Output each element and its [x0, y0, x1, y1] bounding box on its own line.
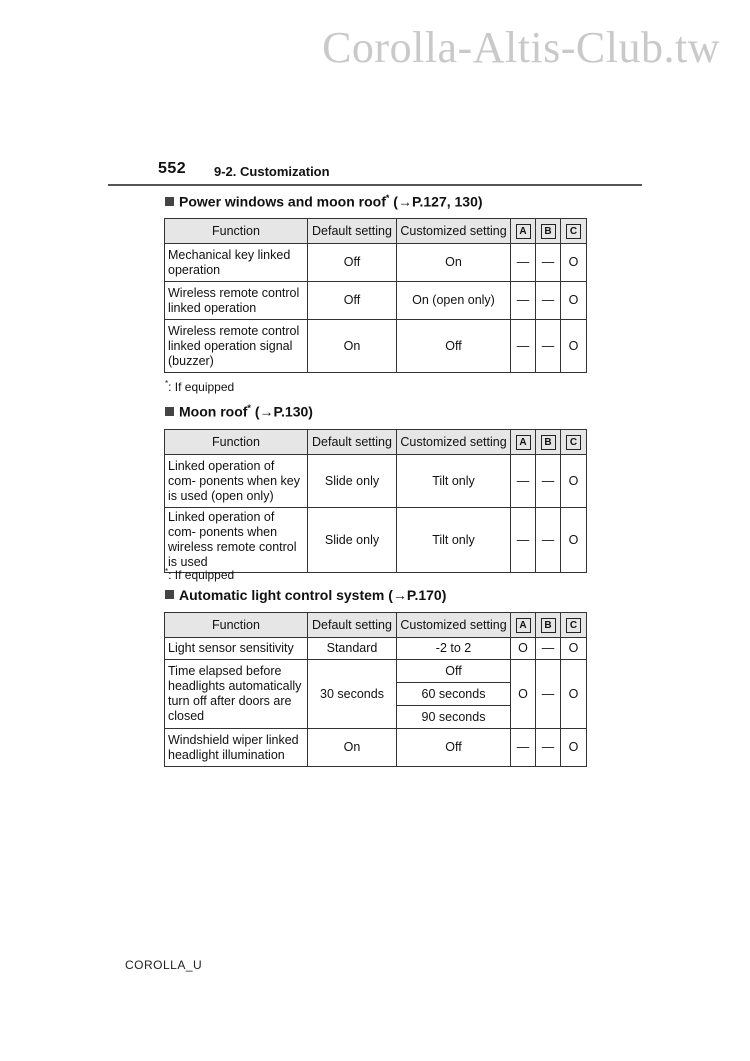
c-cell: O [561, 508, 587, 573]
table-row [165, 660, 587, 683]
function-cell: Linked operation of com- ponents when wireless remote control is used [165, 508, 308, 573]
b-cell: — [536, 638, 561, 660]
col-a [511, 430, 536, 455]
col-default-setting: Default setting [308, 430, 397, 455]
footnote-mark: * [165, 567, 169, 576]
b-cell: — [536, 244, 561, 282]
table-row [165, 320, 587, 373]
b-cell: — [536, 455, 561, 508]
section-heading-automatic-light [165, 587, 446, 603]
table-row [165, 508, 587, 573]
default-cell: Standard [308, 638, 397, 660]
customized-cell: On (open only) [397, 282, 511, 320]
table-row [165, 244, 587, 282]
customized-cell: Tilt only [397, 455, 511, 508]
default-cell: Off [308, 244, 397, 282]
page-header [108, 160, 642, 186]
col-function: Function [165, 430, 308, 455]
table-header-row [165, 430, 587, 455]
b-cell: — [536, 320, 561, 373]
page-reference: (→P.170) [388, 587, 447, 603]
table-row [165, 282, 587, 320]
default-cell: Off [308, 282, 397, 320]
section-heading-moon-roof [165, 403, 313, 420]
c-cell: O [561, 729, 587, 767]
col-customized-setting: Customized setting [397, 219, 511, 244]
automatic-light-table [164, 612, 587, 767]
customized-cell: -2 to 2 [397, 638, 511, 660]
col-a [511, 613, 536, 638]
default-cell: Slide only [308, 508, 397, 573]
table-row [165, 455, 587, 508]
a-badge-icon: A [516, 435, 531, 450]
default-cell: On [308, 320, 397, 373]
square-bullet-icon [165, 590, 174, 599]
footnote-mark: * [165, 379, 169, 388]
col-b [536, 219, 561, 244]
c-cell: O [561, 244, 587, 282]
c-cell: O [561, 638, 587, 660]
col-customized-setting: Customized setting [397, 430, 511, 455]
customized-option-cell: 60 seconds [397, 683, 511, 706]
power-windows-table [164, 218, 587, 373]
square-bullet-icon [165, 407, 174, 416]
col-c [561, 430, 587, 455]
square-bullet-icon [165, 197, 174, 206]
customized-cell: On [397, 244, 511, 282]
page-reference: (→P.127, 130) [393, 193, 483, 210]
b-cell: — [536, 508, 561, 573]
function-cell: Time elapsed before headlights automatically turn off after doors are closed [165, 660, 308, 729]
col-default-setting: Default setting [308, 613, 397, 638]
c-cell: O [561, 660, 587, 729]
page-number: 552 [158, 160, 187, 177]
col-customized-setting: Customized setting [397, 613, 511, 638]
default-cell: 30 seconds [308, 660, 397, 729]
customized-option-cell: 90 seconds [397, 706, 511, 729]
function-cell: Wireless remote control linked operation signal (buzzer) [165, 320, 308, 373]
watermark: Corolla-Altis-Club.tw [322, 23, 720, 72]
page-reference: (→P.130) [254, 403, 313, 420]
c-cell: O [561, 320, 587, 373]
b-badge-icon: B [541, 618, 556, 633]
a-badge-icon: A [516, 224, 531, 239]
footnote-text: : If equipped [168, 380, 235, 394]
c-cell: O [561, 455, 587, 508]
a-cell: — [511, 508, 536, 573]
table-header-row [165, 613, 587, 638]
c-cell: O [561, 282, 587, 320]
col-default-setting: Default setting [308, 219, 397, 244]
a-cell: — [511, 455, 536, 508]
col-c [561, 219, 587, 244]
a-cell: O [511, 660, 536, 729]
default-cell: Slide only [308, 455, 397, 508]
b-cell: — [536, 282, 561, 320]
default-cell: On [308, 729, 397, 767]
b-cell: — [536, 660, 561, 729]
customized-cell: Off [397, 320, 511, 373]
col-a [511, 219, 536, 244]
a-badge-icon: A [516, 618, 531, 633]
heading-title: Moon roof [179, 403, 248, 420]
table-row [165, 638, 587, 660]
c-badge-icon: C [566, 618, 581, 633]
c-badge-icon: C [566, 435, 581, 450]
col-b [536, 430, 561, 455]
footnote-text: : If equipped [168, 568, 235, 582]
b-badge-icon: B [541, 435, 556, 450]
col-function: Function [165, 219, 308, 244]
customized-option-cell: Off [397, 660, 511, 683]
footnote [165, 379, 234, 394]
col-c [561, 613, 587, 638]
moon-roof-table [164, 429, 587, 573]
c-badge-icon: C [566, 224, 581, 239]
model-code: COROLLA_U [125, 958, 203, 972]
function-cell: Light sensor sensitivity [165, 638, 308, 660]
col-b [536, 613, 561, 638]
section-label: 9-2. Customization [214, 164, 330, 179]
customized-cell: Off [397, 729, 511, 767]
function-cell: Mechanical key linked operation [165, 244, 308, 282]
col-function: Function [165, 613, 308, 638]
heading-title: Automatic light control system [179, 587, 385, 603]
a-cell: — [511, 282, 536, 320]
b-cell: — [536, 729, 561, 767]
customized-cell: Tilt only [397, 508, 511, 573]
a-cell: — [511, 729, 536, 767]
b-badge-icon: B [541, 224, 556, 239]
a-cell: O [511, 638, 536, 660]
asterisk-mark: * [247, 403, 251, 413]
heading-title: Power windows and moon roof [179, 193, 386, 210]
function-cell: Windshield wiper linked headlight illumination [165, 729, 308, 767]
footnote [165, 567, 234, 582]
function-cell: Linked operation of com- ponents when key is used (open only) [165, 455, 308, 508]
function-cell: Wireless remote control linked operation [165, 282, 308, 320]
table-row [165, 729, 587, 767]
a-cell: — [511, 244, 536, 282]
asterisk-mark: * [385, 193, 390, 203]
section-heading-power-windows [165, 193, 483, 210]
a-cell: — [511, 320, 536, 373]
table-header-row [165, 219, 587, 244]
